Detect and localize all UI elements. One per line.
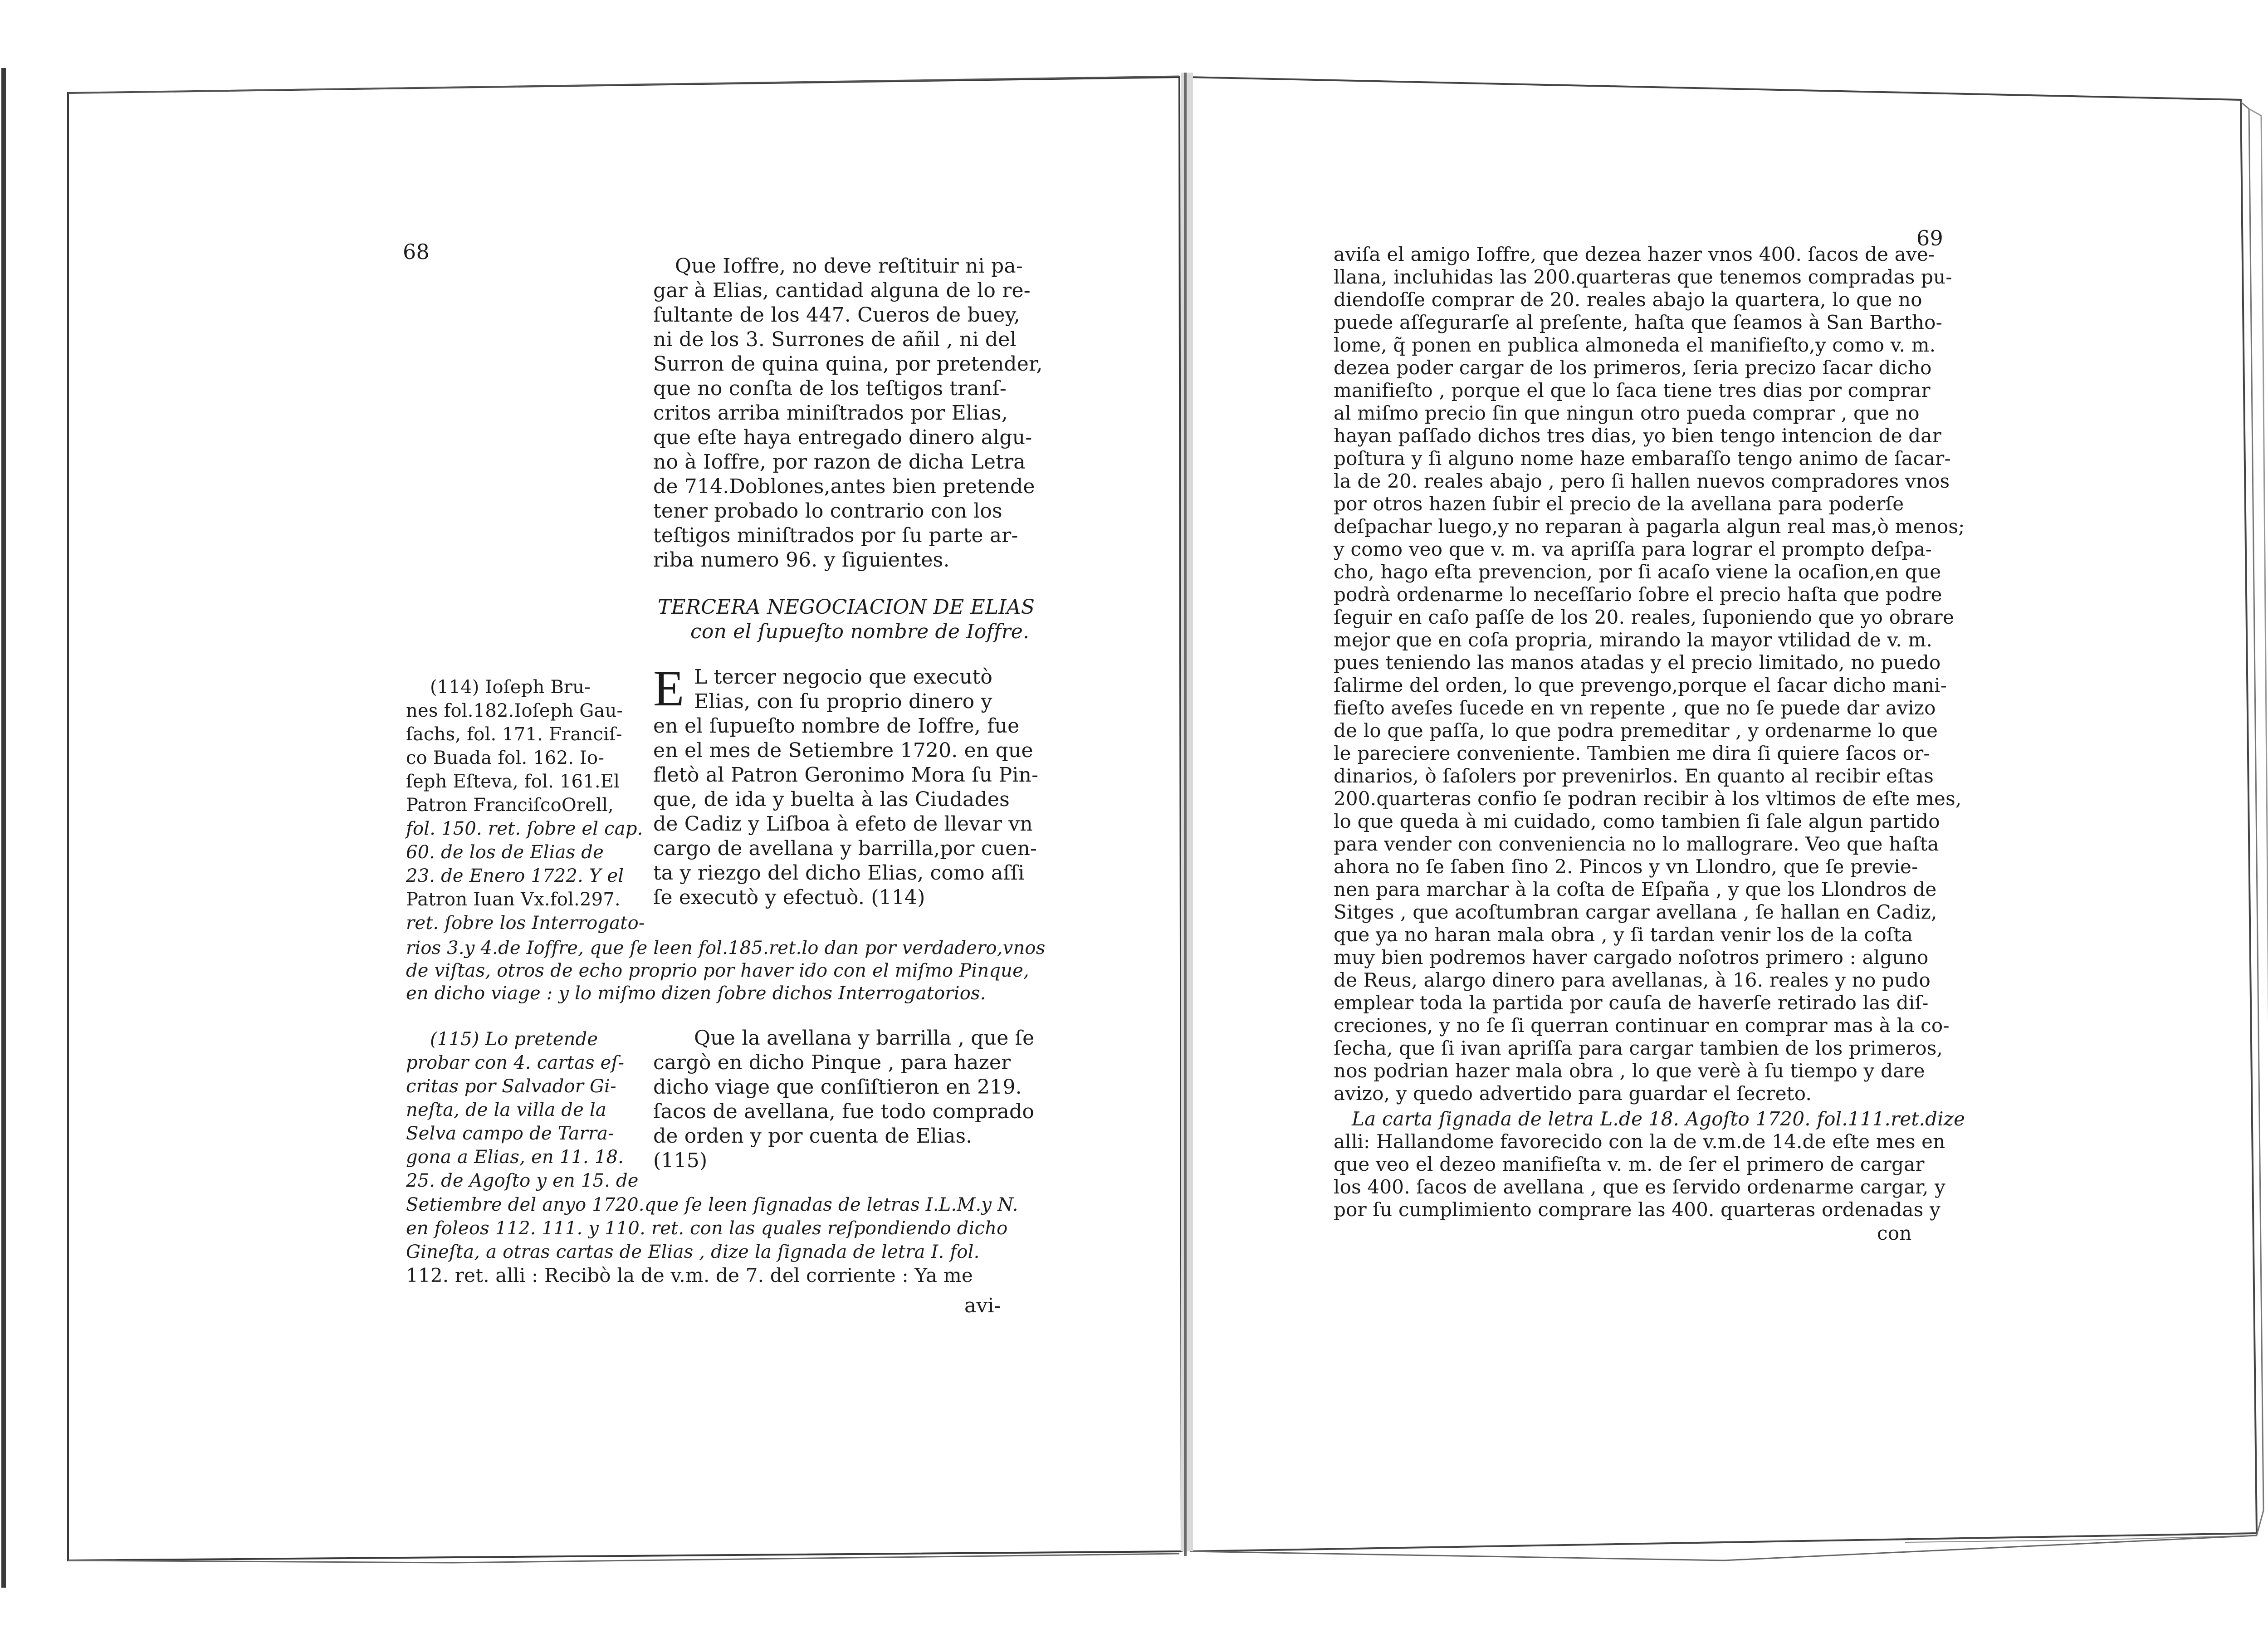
text-line: mejor que en coſa propria, mirando la mayor vtilidad de v. m. (1334, 629, 1933, 651)
note-line: 23. de Enero 1722. Y el (406, 866, 624, 886)
text-line: nos podrian hazer mala obra , lo que verè à ſu tiempo y dare (1334, 1060, 1925, 1082)
note-line: (115) Lo pretende (430, 1029, 598, 1050)
text-line: puede aſſegurarſe al preſente, haſta que ſeamos à San Bartho- (1334, 311, 1942, 333)
section-heading-line1: TERCERA NEGOCIACION DE ELIAS (658, 596, 1035, 619)
text-line: diendoſſe comprar de 20. reales abajo la quartera, lo que no (1334, 289, 1922, 311)
text-line: al miſmo precio ſin que ningun otro pueda comprar , que no (1334, 402, 1920, 424)
note-line: Patron FranciſcoOrell, (406, 795, 614, 816)
text-line: ta y riezgo del dicho Elias, como aſſi (653, 861, 1025, 885)
text-line: que ya no haran mala obra , y ſi tardan venir los de la coſta (1334, 924, 1913, 946)
text-line: dinarios, ò ſaſolers por prevenirlos. En quanto al recibir eſtas (1334, 765, 1934, 787)
note-line: ret. ſobre los Interrogato- (406, 913, 645, 934)
text-line: por ſu cumplimiento comprare las 400. quarteras ordenadas y (1334, 1198, 1941, 1221)
text-line: hayan paſſado dichos tres dias, yo bien tengo intencion de dar (1334, 425, 1941, 447)
text-line: avizo, y quedo advertido para guardar el ſecreto. (1334, 1082, 1812, 1105)
text-line: ſeguir en caſo paſſe de los 20. reales, ſuponiendo que yo obrare (1334, 606, 1954, 628)
text-line: Que Ioffre, no deve reſtituir ni pa- (675, 254, 1023, 278)
text-line: que eſte haya entregado dinero algu- (653, 426, 1032, 449)
text-line: Elias, con ſu proprio dinero y (694, 690, 992, 713)
text-line: ſultante de los 447. Cueros de buey, (653, 303, 1020, 327)
text-line: de lo que paſſa, lo que podra premeditar , y ordenarme lo que (1334, 719, 1938, 742)
text-line: emplear toda la partida por cauſa de haverſe retirado las diſ- (1334, 992, 1929, 1014)
text-line: Que la avellana y barrilla , que ſe (694, 1027, 1035, 1050)
text-line: teſtigos miniſtrados por ſu parte ar- (653, 524, 1018, 547)
text-line: de Cadiz y Liſboa à efeto de llevar vn (653, 812, 1033, 836)
note-line: Patron Iuan Vx.fol.297. (406, 889, 621, 910)
drop-cap: E (653, 660, 684, 717)
text-line: aviſa el amigo Ioffre, que dezea hazer vnos 400. ſacos de ave- (1334, 243, 1935, 265)
text-line: en el mes de Setiembre 1720. en que (653, 739, 1033, 762)
text-line: tener probado lo contrario con los (653, 499, 1002, 523)
catchword-right: con (1877, 1222, 1912, 1244)
note-line: neſta, de la villa de la (406, 1100, 606, 1120)
note-line: 60. de los de Elias de (406, 842, 604, 863)
text-line: creciones, y no ſe ſi querran continuar en comprar mas à la co- (1334, 1014, 1950, 1037)
text-line: cargò en dicho Pinque , para hazer (653, 1051, 1011, 1074)
text-line: (115) (653, 1149, 708, 1172)
text-line: los 400. ſacos de avellana , que es ſervido ordenarme cargar, y (1334, 1176, 1945, 1198)
text-line: lo que queda à mi cuidado, como tambien ſi ſale algun partido (1334, 810, 1940, 832)
text-line: riba numero 96. y ſiguientes. (653, 548, 950, 572)
text-line: que no conſta de los teſtigos tranſ- (653, 377, 1007, 400)
note-line: fol. 150. ret. ſobre el cap. (406, 818, 643, 839)
text-line: podrà ordenarme lo neceſſario ſobre el precio haſta que podre (1334, 583, 1942, 606)
text-line: que veo el dezeo manifieſta v. m. de ſer el primero de cargar (1334, 1153, 1925, 1175)
note-line: de viſtas, otros de echo proprio por haver ido con el miſmo Pinque, (406, 960, 1029, 981)
text-line: critos arriba miniſtrados por Elias, (653, 401, 1008, 425)
note-line: gona a Elias, en 11. 18. (406, 1147, 624, 1168)
text-line: gar à Elias, cantidad alguna de lo re- (653, 279, 1031, 302)
text-line: poſtura y ſi alguno nome haze embaraſſo tengo animo de ſacar- (1334, 447, 1951, 469)
text-line: ſecha, que ſi ivan apriſſa para cargar tambien de los primeros, (1334, 1037, 1943, 1059)
text-line: dezea poder cargar de los primeros, ſeria precizo ſacar dicho (1334, 357, 1932, 379)
text-line: muy bien podremos haver cargado noſotros primero : alguno (1334, 946, 1929, 968)
note-line: en dicho viage : y lo miſmo dizen ſobre dichos Interrogatorios. (406, 983, 986, 1004)
text-line: ſalirme del orden, lo que prevengo,porque el ſacar dicho mani- (1334, 674, 1947, 696)
text-line: para vender con conveniencia no lo mallograre. Veo que haſta (1334, 833, 1939, 855)
text-line: fieſto aveſes ſucede en vn repente , que no ſe puede dar avizo (1334, 697, 1936, 719)
text-line: ſacos de avellana, fue todo comprado (653, 1100, 1035, 1123)
text-line: llana, incluhidas las 200.quarteras que tenemos compradas pu- (1334, 266, 1952, 288)
text-line: deſpachar luego,y no reparan à pagarla algun real mas,ò menos; (1334, 515, 1965, 538)
text-line: y como veo que v. m. va apriſſa para lograr el prompto deſpa- (1334, 538, 1932, 560)
text-line: fletò al Patron Geronimo Mora ſu Pin- (653, 763, 1039, 787)
text-line: nen para marchar à la coſta de Eſpaña , y que los Llondros de (1334, 878, 1937, 900)
note-line: (114) Ioſeph Bru- (430, 677, 591, 698)
note-line: ſeph Eſteva, fol. 161.El (406, 771, 620, 792)
note-line: rios 3.y 4.de Ioffre, que ſe leen fol.185.ret.lo dan por verdadero,vnos (406, 938, 1046, 958)
text-line: de orden y por cuenta de Elias. (653, 1125, 973, 1148)
note-line: probar con 4. cartas eſ- (406, 1052, 625, 1073)
text-line: lome, q̃ ponen en publica almoneda el manifieſto,y como v. m. (1334, 334, 1936, 356)
text-line: de 714.Doblones,antes bien pretende (653, 475, 1035, 498)
page-number-right: 69 (1916, 226, 1943, 250)
text-line: La carta ſignada de letra L.de 18. Agoſto 1720. fol.111.ret.dize (1352, 1108, 1965, 1130)
note-line: Gineſta, a otras cartas de Elias , dize la ſignada de letra I. fol. (406, 1242, 980, 1262)
catchword-left: avi- (964, 1294, 1001, 1317)
note-line: en foleos 112. 111. y 110. ret. con las quales reſpondiendo dicho (406, 1218, 1008, 1239)
text-line: manifieſto , porque el que lo ſaca tiene tres dias por comprar (1334, 379, 1931, 401)
page-number-left: 68 (403, 240, 430, 264)
text-line: en el ſupueſto nombre de Ioffre, fue (653, 714, 1020, 738)
text-line: cho, hago eſta prevencion, por ſi acaſo viene la ocaſion,en que (1334, 561, 1941, 583)
text-line: no à Ioffre, por razon de dicha Letra (653, 450, 1026, 474)
note-line: ſachs, fol. 171. Franciſ- (406, 724, 622, 745)
text-line: cargo de avellana y barrilla,por cuen- (653, 837, 1037, 860)
text-line: que, de ida y buelta à las Ciudades (653, 788, 1010, 811)
text-line: dicho viage que conſiſtieron en 219. (653, 1076, 1022, 1099)
text-line: pues teniendo las manos atadas y el precio limitado, no puedo (1334, 651, 1941, 674)
text-line: de Reus, alargo dinero para avellanas, à 16. reales y no pudo (1334, 969, 1931, 991)
note-line: nes fol.182.Ioſeph Gau- (406, 700, 623, 721)
note-line: 112. ret. alli : Recibò la de v.m. de 7. del corriente : Ya me (406, 1264, 973, 1286)
note-line: Selva campo de Tarra- (406, 1123, 614, 1144)
text-line: alli: Hallandome favorecido con la de v.m.de 14.de eſte mes en (1334, 1130, 1945, 1153)
text-line: ſe executò y efectuò. (114) (653, 886, 925, 909)
text-line: ni de los 3. Surrones de añil , ni del (653, 328, 1017, 351)
text-line: L tercer negocio que executò (694, 665, 993, 689)
text-line: por otros hazen ſubir el precio de la avellana para poderſe (1334, 493, 1904, 515)
note-line: co Buada fol. 162. Io- (406, 748, 605, 768)
text-line: le pareciere conveniente. Tambien me dira ſi quiere ſacos or- (1334, 742, 1930, 764)
text-line: Surron de quina quina, por pretender, (653, 352, 1043, 376)
text-line: 200.quarteras confio ſe podran recibir à los vltimos de eſte mes, (1334, 787, 1962, 810)
text-line: la de 20. reales abajo , pero ſi hallen nuevos compradores vnos (1334, 470, 1950, 492)
note-line: 25. de Agoſto y en 15. de (406, 1170, 639, 1191)
text-line: ahora no ſe ſaben ſino 2. Pincos y vn Llondro, que ſe previe- (1334, 856, 1918, 878)
note-line: Setiembre del anyo 1720.que ſe leen ſignadas de letras I.L.M.y N. (406, 1194, 1018, 1215)
note-line: critas por Salvador Gi- (406, 1076, 616, 1097)
section-heading-line2: con el ſupueſto nombre de Ioffre. (690, 620, 1030, 643)
text-line: Sitges , que acoſtumbran cargar avellana , ſe hallan en Cadiz, (1334, 901, 1937, 923)
